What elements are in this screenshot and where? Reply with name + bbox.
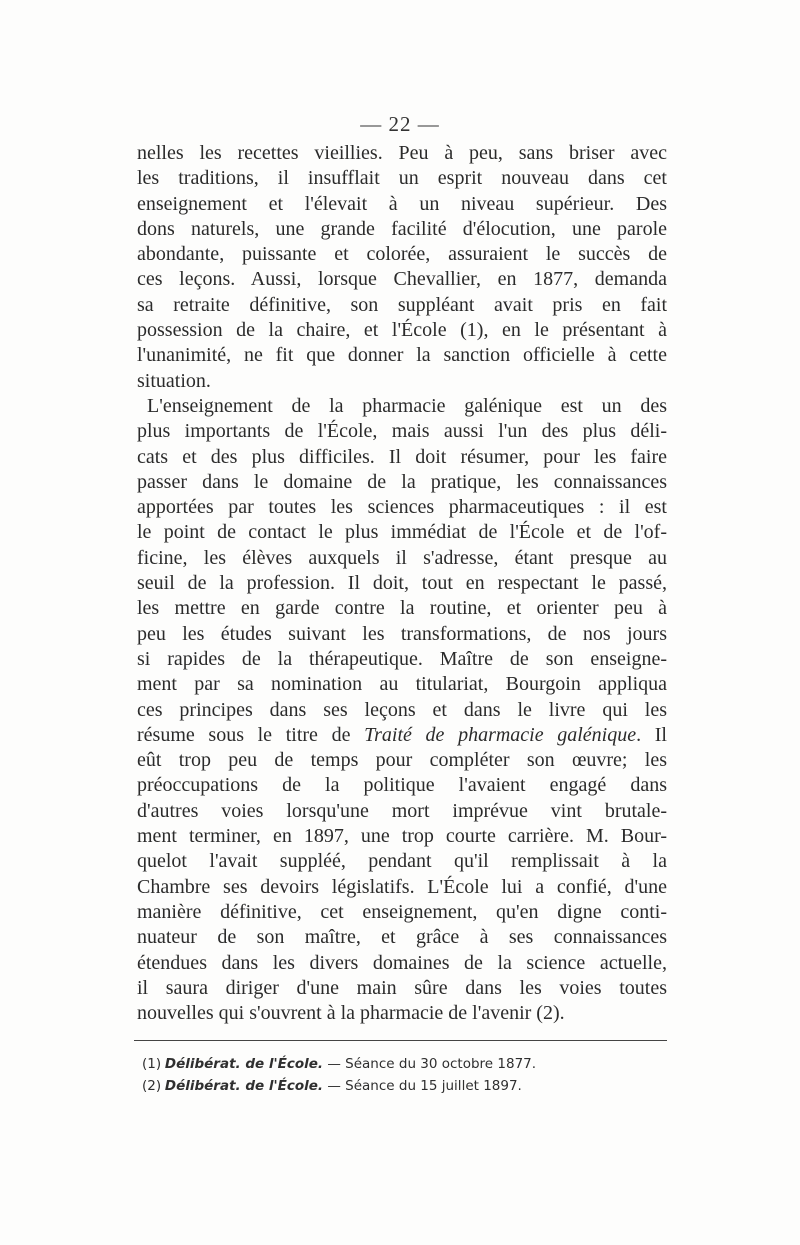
footnote-reference: Délibérat. de l'École. bbox=[164, 1078, 324, 1094]
text-line: l'unanimité, ne fit que donner la sanction officielle à cette bbox=[137, 344, 667, 367]
text-line: enseignement et l'élevait à un niveau supérieur. Des bbox=[137, 192, 667, 215]
text-line: nelles les recettes vieillies. Peu à peu, sans briser avec bbox=[137, 142, 667, 164]
text-line: les mettre en garde contre la routine, et orienter peu à bbox=[137, 597, 667, 620]
page-number: — 22 — bbox=[360, 112, 440, 136]
text-line: les traditions, il insufflait un esprit nouveau dans cet bbox=[137, 167, 667, 190]
text-line: ment par sa nomination au titulariat, Bourgoin appliqua bbox=[137, 673, 667, 696]
text-line: sa retraite définitive, son suppléant avait pris en fait bbox=[137, 293, 667, 316]
text-fragment: résume sous le titre de bbox=[137, 723, 365, 746]
text-line: dons naturels, une grande facilité d'élocution, une parole bbox=[137, 217, 667, 240]
text-line: possession de la chaire, et l'École (1), en le présentant à bbox=[137, 319, 667, 342]
text-line: seuil de la profession. Il doit, tout en respectant le passé, bbox=[137, 572, 667, 595]
text-line: préoccupations de la politique l'avaient engagé dans bbox=[137, 774, 667, 797]
text-line: nouvelles qui s'ouvrent à la pharmacie de l'avenir (2). bbox=[137, 1002, 565, 1025]
footnote-text: — Séance du 30 octobre 1877. bbox=[323, 1056, 537, 1072]
text-line: si rapides de la thérapeutique. Maître de son enseigne- bbox=[137, 647, 667, 670]
text-line: ces leçons. Aussi, lorsque Chevallier, en 1877, demanda bbox=[137, 268, 667, 291]
footnote bbox=[142, 1053, 662, 1075]
text-line: manière définitive, cet enseignement, qu'en digne conti- bbox=[137, 900, 667, 923]
text-line: eût trop peu de temps pour compléter son œuvre; les bbox=[137, 749, 667, 772]
footnote bbox=[142, 1075, 662, 1097]
text-line: passer dans le domaine de la pratique, les connaissances bbox=[137, 470, 667, 493]
text-line: peu les études suivant les transformations, de nos jours bbox=[137, 622, 667, 645]
text-fragment: . Il bbox=[636, 723, 667, 746]
body-text bbox=[137, 141, 667, 1026]
text-line: le point de contact le plus immédiat de l'École et de l'of- bbox=[137, 521, 667, 544]
text-line: il saura diriger d'une main sûre dans les voies toutes bbox=[137, 976, 667, 999]
text-line: ment terminer, en 1897, une trop courte carrière. M. Bour- bbox=[137, 825, 667, 848]
footnote-text: — Séance du 15 juillet 1897. bbox=[323, 1078, 522, 1094]
text-line-with-title bbox=[137, 723, 667, 748]
text-line: ficine, les élèves auxquels il s'adresse, étant presque au bbox=[137, 546, 667, 569]
text-line: abondante, puissante et colorée, assuraient le succès de bbox=[137, 243, 667, 266]
text-line: cats et des plus difficiles. Il doit résumer, pour les faire bbox=[137, 445, 667, 468]
text-line: d'autres voies lorsqu'une mort imprévue vint brutale- bbox=[137, 799, 667, 822]
text-line: Chambre ses devoirs législatifs. L'École lui a confié, d'une bbox=[137, 875, 667, 898]
text-line: quelot l'avait suppléé, pendant qu'il remplissait à la bbox=[137, 850, 667, 873]
footnote-number: (1) bbox=[142, 1056, 162, 1072]
text-line: apportées par toutes les sciences pharmaceutiques : il est bbox=[137, 496, 667, 519]
text-line: ces principes dans ses leçons et dans le livre qui les bbox=[137, 698, 667, 721]
text-line: plus importants de l'École, mais aussi l'un des plus déli- bbox=[137, 420, 667, 443]
text-line: nuateur de son maître, et grâce à ses connaissances bbox=[137, 926, 667, 949]
footnote-number: (2) bbox=[142, 1078, 162, 1094]
text-line: L'enseignement de la pharmacie galénique est un des bbox=[147, 394, 667, 417]
footnotes bbox=[142, 1053, 662, 1097]
text-line: étendues dans les divers domaines de la science actuelle, bbox=[137, 951, 667, 974]
footnote-reference: Délibérat. de l'École. bbox=[164, 1056, 324, 1072]
footnote-divider bbox=[134, 1040, 667, 1041]
text-line: situation. bbox=[137, 369, 211, 392]
book-title: Traité de pharmacie galénique bbox=[364, 723, 637, 746]
